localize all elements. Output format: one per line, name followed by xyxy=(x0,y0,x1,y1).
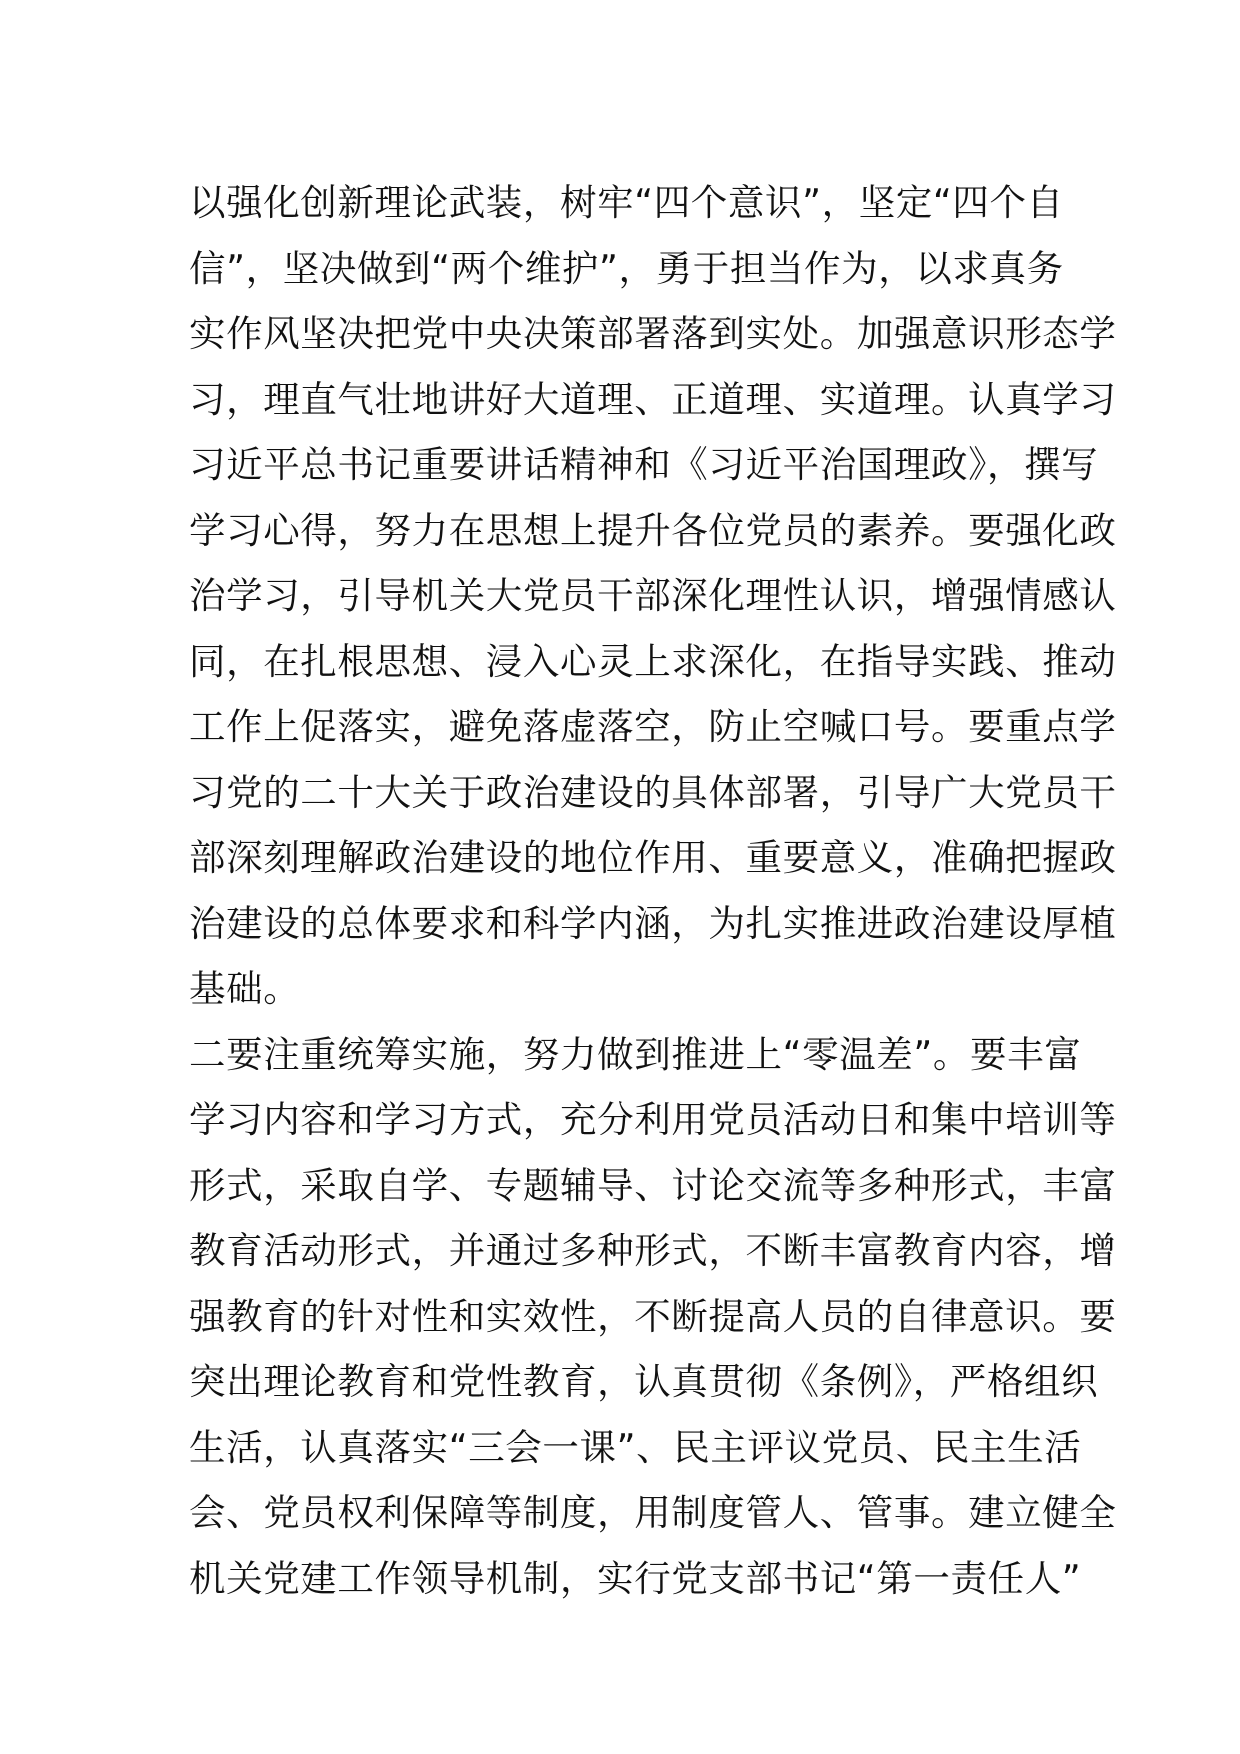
document-body xyxy=(189,170,1117,1611)
paragraph-1 xyxy=(189,170,1117,1022)
text-line: 突出理论教育和党性教育，认真贯彻《条例》，严格组织 xyxy=(189,1360,1099,1403)
paragraph-2 xyxy=(189,1022,1117,1612)
text-line: 学习内容和学习方式，充分利用党员活动日和集中培训等 xyxy=(189,1098,1117,1141)
text-line: 教育活动形式，并通过多种形式，不断丰富教育内容，增 xyxy=(189,1229,1117,1272)
text-line: 基础。 xyxy=(189,967,301,1010)
text-line: 习，理直气壮地讲好大道理、正道理、实道理。认真学习 xyxy=(189,377,1117,421)
text-line: 习党的二十大关于政治建设的具体部署，引导广大党员干 xyxy=(189,770,1117,814)
text-line: 治学习，引导机关大党员干部深化理性认识，增强情感认 xyxy=(189,574,1117,617)
text-line: 工作上促落实，避免落虚落空，防止空喊口号。要重点学 xyxy=(189,705,1117,748)
text-line: 机关党建工作领导机制，实行党支部书记“第一责任人” xyxy=(189,1556,1082,1600)
text-line: 同，在扎根思想、浸入心灵上求深化，在指导实践、推动 xyxy=(189,639,1117,683)
text-line: 习近平总书记重要讲话精神和《习近平治国理政》，撰写 xyxy=(189,443,1099,486)
text-line: 强教育的针对性和实效性，不断提高人员的自律意识。要 xyxy=(189,1294,1117,1338)
text-line: 治建设的总体要求和科学内涵，为扎实推进政治建设厚植 xyxy=(189,901,1117,945)
text-line: 学习心得，努力在思想上提升各位党员的素养。要强化政 xyxy=(189,508,1117,552)
text-line: 形式，采取自学、专题辅导、讨论交流等多种形式，丰富 xyxy=(189,1163,1117,1207)
text-line: 二要注重统筹实施，努力做到推进上“零温差”。要丰富 xyxy=(189,1032,1082,1076)
text-line: 部深刻理解政治建设的地位作用、重要意义，准确把握政 xyxy=(189,836,1117,879)
text-line: 生活，认真落实“三会一课”、民主评议党员、民主生活 xyxy=(189,1425,1082,1469)
text-line: 实作风坚决把党中央决策部署落到实处。加强意识形态学 xyxy=(189,312,1117,355)
text-line: 会、党员权利保障等制度，用制度管人、管事。建立健全 xyxy=(189,1491,1117,1534)
text-line: 信”，坚决做到“两个维护”，勇于担当作为，以求真务 xyxy=(189,246,1064,290)
text-line: 以强化创新理论武装，树牢“四个意识”，坚定“四个自 xyxy=(189,181,1064,224)
